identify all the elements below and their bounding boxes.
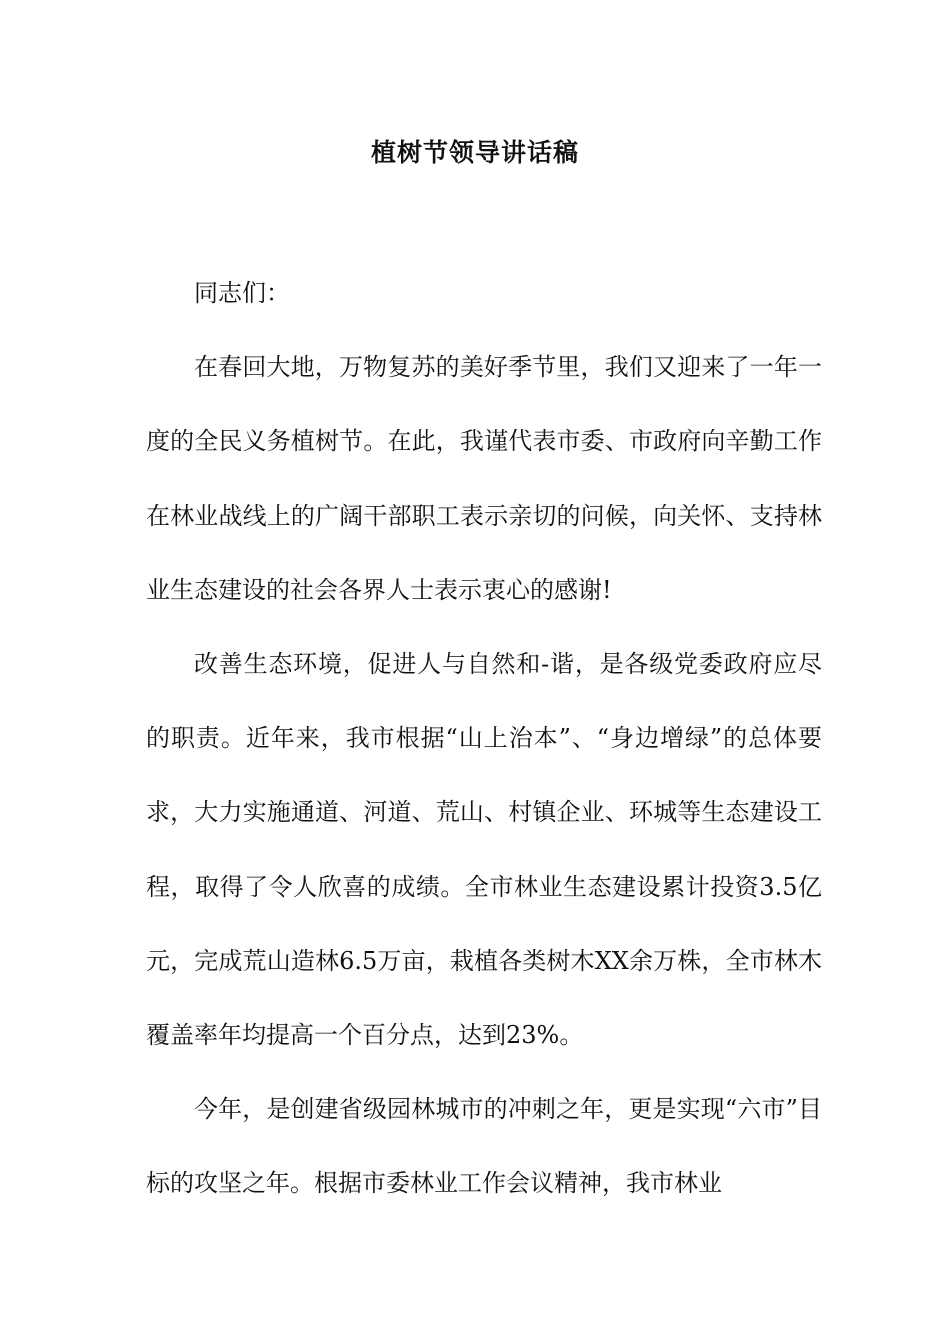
paragraph-1: 在春回大地，万物复苏的美好季节里，我们又迎来了一年一度的全民义务植树节。在此，我谨代表市委、市政府向辛勤工作在林业战线上的广阔干部职工表示亲切的问候，向关怀、支持林业生态建设的社会各界人士表示衷心的感谢!	[146, 353, 822, 604]
document-title: 植树节领导讲话稿	[370, 138, 579, 167]
salutation: 同志们：	[194, 279, 290, 307]
paragraph-3: 今年，是创建省级园林城市的冲刺之年，更是实现“六市”目标的攻坚之年。根据市委林业工作会议精神，我市林业	[146, 1095, 822, 1198]
paragraph-2: 改善生态环境，促进人与自然和-谐，是各级党委政府应尽的职责。近年来，我市根据“山上治本”、“身边增绿”的总体要求，大力实施通道、河道、荒山、村镇企业、环城等生态建设工程，取得了令人欣喜的成绩。全市林业生态建设累计投资3.5亿元，完成荒山造林6.5万亩，栽植各类树木XX余万株，全市林木覆盖率年均提高一个百分点，达到23%。	[146, 650, 822, 1050]
document-body	[146, 256, 822, 1221]
